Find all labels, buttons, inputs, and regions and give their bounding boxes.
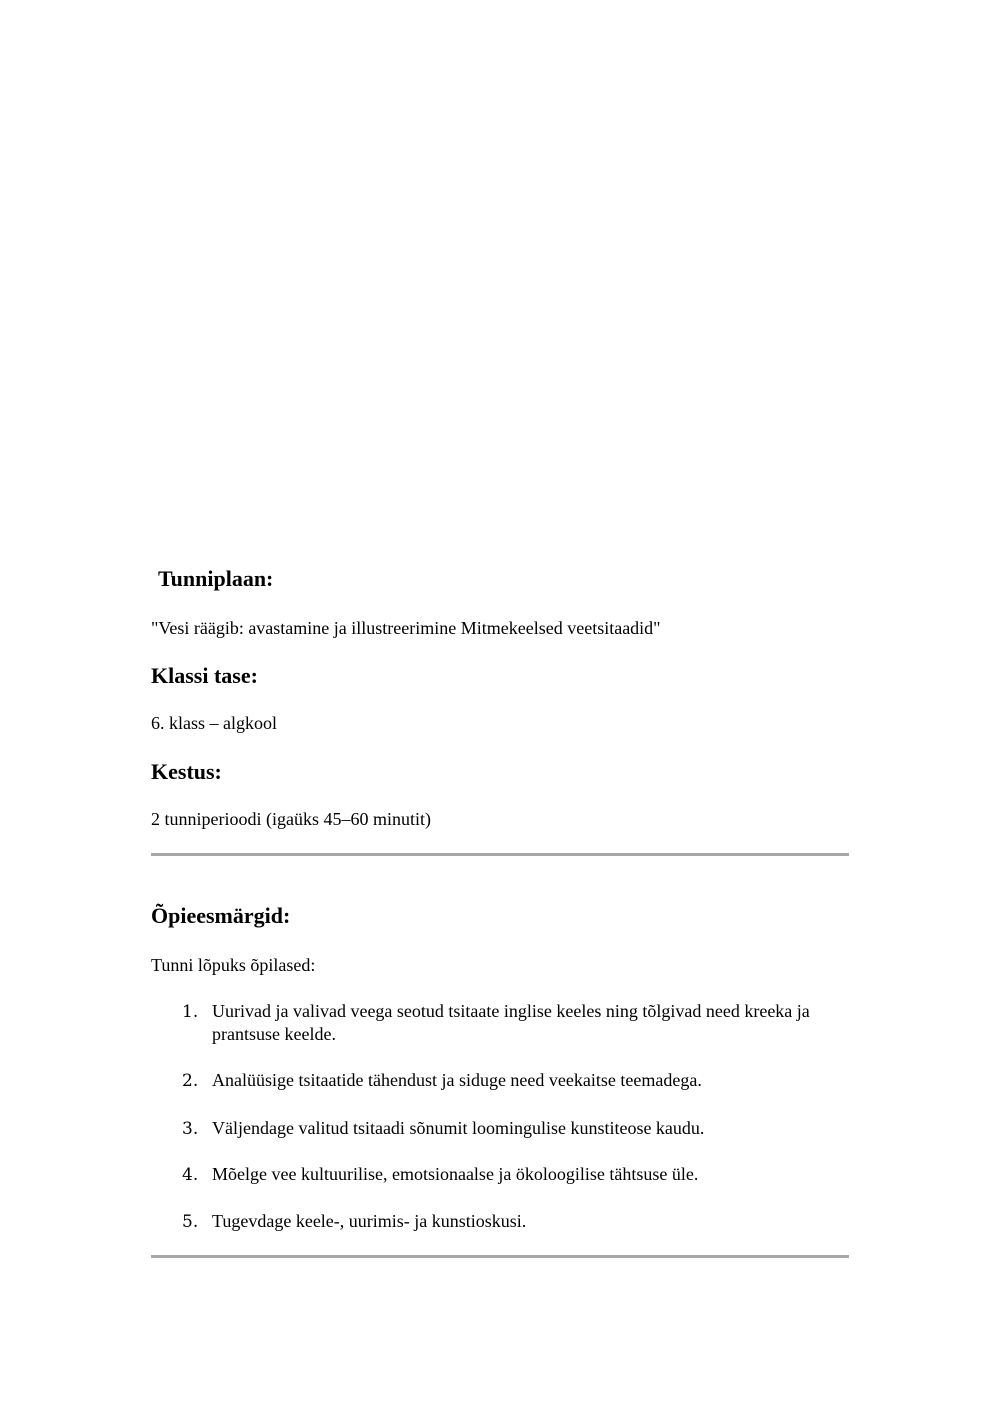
- duration-value: 2 tunniperioodi (igaüks 45–60 minutit): [151, 809, 431, 829]
- lesson-plan-heading: Tunniplaan:: [158, 566, 274, 591]
- grade-value: 6. klass – algkool: [151, 713, 277, 733]
- list-item-text: Väljendage valitud tsitaadi sõnumit loomingulise kunstiteose kaudu.: [212, 1118, 705, 1138]
- grade-heading: Klassi tase:: [151, 663, 258, 688]
- section-divider: [151, 853, 849, 856]
- list-item-number: 1.: [182, 1002, 199, 1022]
- list-item-number: 3.: [182, 1119, 199, 1139]
- objectives-heading: Õpieesmärgid:: [151, 903, 291, 928]
- list-item-number: 4.: [182, 1165, 199, 1185]
- section-divider: [151, 1255, 849, 1258]
- list-item-number: 5.: [182, 1212, 199, 1232]
- objectives-intro: Tunni lõpuks õpilased:: [151, 955, 316, 975]
- list-item-text: Tugevdage keele-, uurimis- ja kunstioskusi.: [212, 1211, 527, 1231]
- list-item-text: Analüüsige tsitaatide tähendust ja siduge need veekaitse teemadega.: [212, 1070, 702, 1090]
- list-item-number: 2.: [182, 1071, 199, 1091]
- lesson-title: "Vesi räägib: avastamine ja illustreerimine Mitmekeelsed veetsitaadid": [151, 618, 661, 638]
- list-item-text: Uurivad ja valivad veega seotud tsitaate inglise keeles ning tõlgivad need kreeka ja prantsuse keelde.: [212, 1001, 810, 1044]
- duration-heading: Kestus:: [151, 759, 222, 784]
- list-item-text: Mõelge vee kultuurilise, emotsionaalse ja ökoloogilise tähtsuse üle.: [212, 1164, 699, 1184]
